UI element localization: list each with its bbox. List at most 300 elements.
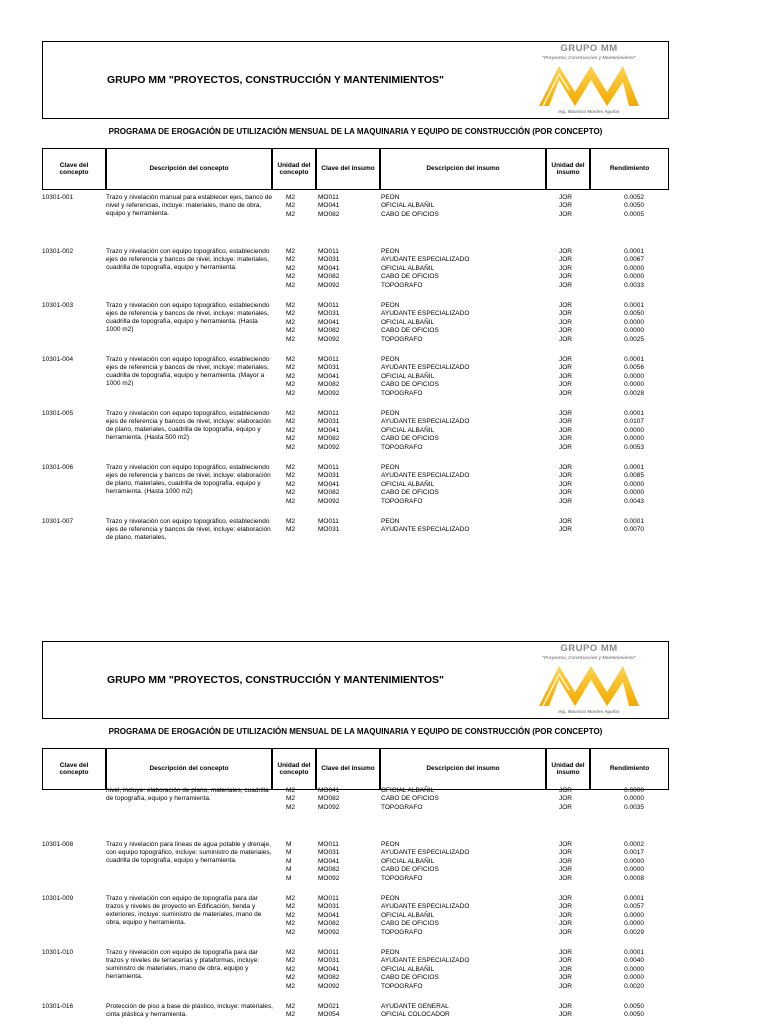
row-insumo-unit: JOR <box>559 418 572 426</box>
row-insumo-desc: TOPOGRAFO <box>381 982 423 990</box>
table-row <box>0 464 768 472</box>
row-insumo-unit: JOR <box>559 264 572 272</box>
concept-code: 10301-006 <box>42 464 74 471</box>
table-row <box>0 795 768 803</box>
program-title: PROGRAMA DE EROGACIÓN DE UTILIZACIÓN MENSUAL DE LA MAQUINARIA Y EQUIPO DE CONSTRUCCIÓN (POR CONCEPTO) <box>108 127 603 136</box>
row-unit: M2 <box>286 356 296 363</box>
row-rendimiento: 0.0000 <box>624 426 644 434</box>
row-insumo-unit: JOR <box>559 974 572 982</box>
row-insumo-desc: TOPOGRAFO <box>381 281 423 289</box>
concept-block <box>0 841 768 883</box>
row-unit: M2 <box>286 281 296 289</box>
company-name: GRUPO MM "PROYECTOS, CONSTRUCCIÓN Y MANTENIMIENTOS" <box>106 674 445 686</box>
row-unit: M2 <box>286 895 296 902</box>
row-insumo-desc: OFICIAL ALBAÑIL <box>381 787 435 794</box>
row-insumo-key: MO082 <box>318 273 340 281</box>
table-row <box>0 282 768 290</box>
concept-block <box>0 302 768 344</box>
company-logo <box>511 43 667 118</box>
row-rendimiento: 0.0005 <box>624 210 644 218</box>
table-row <box>0 444 768 452</box>
concept-block <box>0 194 768 219</box>
row-insumo-desc: CABO DE OFICIOS <box>381 435 439 443</box>
table-row <box>0 841 768 849</box>
row-unit: M2 <box>286 957 296 965</box>
table-row <box>0 327 768 335</box>
page-header <box>42 41 669 119</box>
row-insumo-desc: PEON <box>381 518 400 525</box>
row-insumo-desc: CABO DE OFICIOS <box>381 866 439 874</box>
row-rendimiento: 0.0001 <box>624 302 644 309</box>
company-name: GRUPO MM "PROYECTOS, CONSTRUCCIÓN Y MANTENIMIENTOS" <box>106 74 445 86</box>
row-insumo-desc: AYUDANTE GENERAL <box>381 1003 449 1010</box>
row-insumo-desc: PEON <box>381 895 400 902</box>
col-clave-insumo: Clave del insumo <box>316 148 380 190</box>
row-insumo-key: MO011 <box>318 302 339 309</box>
row-rendimiento: 0.0056 <box>624 364 644 372</box>
table-row <box>0 903 768 911</box>
row-unit: M2 <box>286 1011 296 1019</box>
logo-mark-icon <box>539 62 639 108</box>
row-insumo-key: MO021 <box>318 1003 340 1010</box>
concept-code: 10301-004 <box>42 356 74 363</box>
row-insumo-key: MO031 <box>318 472 340 480</box>
row-rendimiento: 0.0000 <box>624 435 644 443</box>
table-row <box>0 957 768 965</box>
row-rendimiento: 0.0000 <box>624 920 644 928</box>
col-rendimiento: Rendimiento <box>590 748 669 790</box>
row-insumo-desc: AYUDANTE ESPECIALIZADO <box>381 903 470 911</box>
row-rendimiento: 0.0050 <box>624 310 644 318</box>
row-insumo-desc: AYUDANTE ESPECIALIZADO <box>381 472 470 480</box>
table-row <box>0 381 768 389</box>
table-row <box>0 983 768 991</box>
row-insumo-unit: JOR <box>559 949 572 956</box>
col-descripcion-insumo: Descripción del insumo <box>380 148 546 190</box>
row-unit: M2 <box>286 318 296 326</box>
table-row <box>0 248 768 256</box>
row-insumo-unit: JOR <box>559 273 572 281</box>
row-unit: M2 <box>286 803 296 811</box>
row-unit: M2 <box>286 364 296 372</box>
row-unit: M2 <box>286 949 296 956</box>
row-insumo-unit: JOR <box>559 426 572 434</box>
table-row <box>0 202 768 210</box>
concept-description: Trazo y nivelación con equipo topográfico, estableciendo ejes de referencia y bancos de nivel, incluye: materiales, cuadrilla de topografía, equipo y herramienta. (Hasta 1000 m2) <box>106 302 270 333</box>
table-row <box>0 526 768 534</box>
row-insumo-key: MO031 <box>318 903 340 911</box>
row-insumo-unit: JOR <box>559 194 572 201</box>
row-insumo-unit: JOR <box>559 202 572 210</box>
table-row <box>0 895 768 903</box>
table-row <box>0 481 768 489</box>
row-unit: M2 <box>286 264 296 272</box>
row-insumo-key: MO041 <box>318 965 340 973</box>
row-insumo-desc: OFICIAL ALBAÑIL <box>381 911 435 919</box>
logo-mark-icon <box>539 662 639 708</box>
row-rendimiento: 0.0002 <box>624 841 644 848</box>
row-unit: M <box>286 866 292 874</box>
row-unit: M2 <box>286 194 296 201</box>
row-insumo-key: MO092 <box>318 335 340 343</box>
row-rendimiento: 0.0000 <box>624 489 644 497</box>
row-insumo-key: MO041 <box>318 911 340 919</box>
concept-description: Trazo y nivelación con equipo topográfico, estableciendo ejes de referencia y bancos de nivel, incluye: elaboración de plano, materiales, cuadrilla de topografía, equipo y herramienta. (Hasta 500 m2) <box>106 410 271 441</box>
table-row <box>0 849 768 857</box>
row-insumo-key: MO082 <box>318 210 340 218</box>
row-insumo-desc: CABO DE OFICIOS <box>381 920 439 928</box>
row-unit: M2 <box>286 903 296 911</box>
row-insumo-unit: JOR <box>559 911 572 919</box>
row-insumo-desc: OFICIAL ALBAÑIL <box>381 965 435 973</box>
row-insumo-key: MO041 <box>318 857 340 865</box>
row-insumo-key: MO041 <box>318 202 340 210</box>
row-rendimiento: 0.0000 <box>624 911 644 919</box>
col-descripcion-concepto: Descripción del concepto <box>106 148 272 190</box>
row-unit: M2 <box>286 273 296 281</box>
row-insumo-unit: JOR <box>559 903 572 911</box>
row-insumo-unit: JOR <box>559 965 572 973</box>
row-insumo-key: MO041 <box>318 480 340 488</box>
row-rendimiento: 0.0001 <box>624 248 644 255</box>
row-insumo-key: MO031 <box>318 957 340 965</box>
row-insumo-unit: JOR <box>559 281 572 289</box>
row-rendimiento: 0.0020 <box>624 982 644 990</box>
row-insumo-desc: CABO DE OFICIOS <box>381 210 439 218</box>
concept-block <box>0 410 768 452</box>
row-insumo-key: MO011 <box>318 194 339 201</box>
row-rendimiento: 0.0025 <box>624 335 644 343</box>
logo-subtitle: "Proyectos, Construcción y Mantenimiento" <box>541 55 637 60</box>
row-unit: M2 <box>286 982 296 990</box>
table-row <box>0 1011 768 1019</box>
row-insumo-unit: JOR <box>559 389 572 397</box>
row-rendimiento: 0.0001 <box>624 949 644 956</box>
row-insumo-unit: JOR <box>559 318 572 326</box>
row-insumo-desc: OFICIAL ALBAÑIL <box>381 857 435 865</box>
table-row <box>0 787 768 795</box>
row-rendimiento: 0.0000 <box>624 974 644 982</box>
row-unit: M2 <box>286 202 296 210</box>
row-insumo-key: MO092 <box>318 982 340 990</box>
row-insumo-key: MO031 <box>318 364 340 372</box>
row-insumo-key: MO092 <box>318 443 340 451</box>
row-insumo-key: MO041 <box>318 318 340 326</box>
row-rendimiento: 0.0000 <box>624 273 644 281</box>
concept-code: 10301-002 <box>42 248 74 255</box>
table-row <box>0 912 768 920</box>
row-insumo-key: MO092 <box>318 497 340 505</box>
row-insumo-unit: JOR <box>559 957 572 965</box>
table-row <box>0 427 768 435</box>
row-rendimiento: 0.0107 <box>624 418 644 426</box>
row-rendimiento: 0.0008 <box>624 874 644 882</box>
row-insumo-unit: JOR <box>559 497 572 505</box>
row-unit: M2 <box>286 435 296 443</box>
row-rendimiento: 0.0050 <box>624 202 644 210</box>
table-row <box>0 302 768 310</box>
logo-title: GRUPO MM <box>560 43 618 54</box>
row-unit: M2 <box>286 920 296 928</box>
table-row <box>0 256 768 264</box>
table-row <box>0 410 768 418</box>
row-unit: M2 <box>286 256 296 264</box>
table-row <box>0 866 768 874</box>
concept-block <box>0 787 768 812</box>
concept-description: Trazo y nivelación con equipo de topografía para dar trazos y niveles de proyecto en Edificación, tienda y exteriores, incluye: suministro de materiales, mano de obra, equipo y herramienta. <box>106 895 262 926</box>
row-insumo-unit: JOR <box>559 1011 572 1019</box>
row-insumo-unit: JOR <box>559 928 572 936</box>
row-insumo-unit: JOR <box>559 327 572 335</box>
concept-code: 10301-008 <box>42 841 74 848</box>
row-insumo-unit: JOR <box>559 526 572 534</box>
table-row <box>0 929 768 937</box>
concept-description: Trazo y nivelación para líneas de agua potable y drenaje, con equipo topográfico, incluye: suministro de materiales, cuadrilla de topografía, equipo y herramienta. <box>106 841 272 864</box>
row-unit: M2 <box>286 518 296 525</box>
row-unit: M2 <box>286 410 296 417</box>
logo-subtitle: "Proyectos, Construcción y Mantenimiento" <box>541 655 637 660</box>
row-insumo-key: MO082 <box>318 327 340 335</box>
row-insumo-key: MO031 <box>318 310 340 318</box>
row-rendimiento: 0.0053 <box>624 443 644 451</box>
col-unidad-concepto: Unidad del concepto <box>272 148 316 190</box>
row-rendimiento: 0.0017 <box>624 849 644 857</box>
concept-block <box>0 464 768 506</box>
logo-title: GRUPO MM <box>560 643 618 654</box>
row-rendimiento: 0.0057 <box>624 903 644 911</box>
row-rendimiento: 0.0000 <box>624 965 644 973</box>
row-insumo-desc: CABO DE OFICIOS <box>381 273 439 281</box>
table-row <box>0 390 768 398</box>
row-insumo-key: MO031 <box>318 849 340 857</box>
row-unit: M2 <box>286 335 296 343</box>
row-unit: M2 <box>286 472 296 480</box>
row-insumo-unit: JOR <box>559 803 572 811</box>
row-insumo-unit: JOR <box>559 210 572 218</box>
row-insumo-desc: PEON <box>381 248 400 255</box>
row-unit: M2 <box>286 480 296 488</box>
concept-description: Trazo y nivelación con equipo topográfico, estableciendo ejes de referencia y bancos de nivel, incluye: elaboración de plano, materiales, <box>106 518 271 541</box>
row-insumo-key: MO082 <box>318 795 340 803</box>
table-row <box>0 949 768 957</box>
row-unit: M2 <box>286 418 296 426</box>
row-unit: M2 <box>286 210 296 218</box>
row-insumo-key: MO082 <box>318 489 340 497</box>
row-unit: M2 <box>286 974 296 982</box>
concept-description: Trazo y nivelación con equipo topográfico, estableciendo ejes de referencia y bancos de nivel, incluye: elaboración de plano, materiales, cuadrilla de topografía, equipo y herramienta. (Hasta 1000 m2) <box>106 464 271 495</box>
row-insumo-key: MO041 <box>318 264 340 272</box>
logo-engineer: Ing. Mauricio Montes Aguilar <box>558 109 620 114</box>
row-rendimiento: 0.0000 <box>624 480 644 488</box>
row-unit: M <box>286 857 292 865</box>
concept-code: 10301-009 <box>42 895 74 902</box>
row-insumo-desc: TOPOGRAFO <box>381 928 423 936</box>
row-insumo-unit: JOR <box>559 310 572 318</box>
table-row <box>0 319 768 327</box>
row-insumo-desc: OFICIAL COLOCADOR <box>381 1011 450 1019</box>
row-insumo-key: MO011 <box>318 895 339 902</box>
table-row <box>0 966 768 974</box>
row-unit: M2 <box>286 372 296 380</box>
row-insumo-desc: PEON <box>381 949 400 956</box>
row-insumo-key: MO031 <box>318 256 340 264</box>
col-clave-concepto: Clave del concepto <box>42 148 106 190</box>
row-insumo-unit: JOR <box>559 443 572 451</box>
row-insumo-desc: PEON <box>381 194 400 201</box>
row-insumo-desc: CABO DE OFICIOS <box>381 381 439 389</box>
row-insumo-key: MO041 <box>318 372 340 380</box>
table-row <box>0 336 768 344</box>
row-insumo-key: MO092 <box>318 389 340 397</box>
row-unit: M2 <box>286 497 296 505</box>
concept-code: 10301-010 <box>42 949 74 956</box>
col-rendimiento: Rendimiento <box>590 148 669 190</box>
row-rendimiento: 0.0085 <box>624 472 644 480</box>
row-unit: M2 <box>286 911 296 919</box>
row-insumo-key: MO011 <box>318 248 339 255</box>
row-insumo-desc: AYUDANTE ESPECIALIZADO <box>381 364 470 372</box>
row-insumo-desc: CABO DE OFICIOS <box>381 974 439 982</box>
row-insumo-unit: JOR <box>559 518 572 525</box>
row-unit: M2 <box>286 464 296 471</box>
row-unit: M2 <box>286 310 296 318</box>
row-insumo-unit: JOR <box>559 982 572 990</box>
row-insumo-unit: JOR <box>559 381 572 389</box>
table-row <box>0 310 768 318</box>
row-insumo-key: MO031 <box>318 418 340 426</box>
table-row <box>0 435 768 443</box>
row-unit: M <box>286 849 292 857</box>
row-unit: M2 <box>286 965 296 973</box>
table-row <box>0 211 768 219</box>
row-insumo-unit: JOR <box>559 1003 572 1010</box>
row-insumo-key: MO011 <box>318 949 339 956</box>
row-insumo-desc: TOPOGRAFO <box>381 874 423 882</box>
table-row <box>0 858 768 866</box>
table-row <box>0 875 768 883</box>
row-insumo-desc: OFICIAL ALBAÑIL <box>381 202 435 210</box>
row-insumo-desc: AYUDANTE ESPECIALIZADO <box>381 310 470 318</box>
row-insumo-unit: JOR <box>559 464 572 471</box>
concept-description: Trazo y nivelación con equipo topográfico, estableciendo ejes de referencia y bancos de nivel, incluye: materiales, cuadrilla de topografía, equipo y herramienta. <box>106 248 270 271</box>
row-insumo-key: MO082 <box>318 435 340 443</box>
row-insumo-desc: OFICIAL ALBAÑIL <box>381 426 435 434</box>
row-rendimiento: 0.0029 <box>624 928 644 936</box>
row-insumo-unit: JOR <box>559 787 572 794</box>
table-row <box>0 194 768 202</box>
row-unit: M2 <box>286 1003 296 1010</box>
concept-description: nivel, incluye: elaboración de plano, materiales, cuadrilla de topografía, equipo y herramienta. <box>106 787 269 802</box>
row-insumo-unit: JOR <box>559 795 572 803</box>
row-insumo-unit: JOR <box>559 256 572 264</box>
col-descripcion-insumo: Descripción del insumo <box>380 748 546 790</box>
table-row <box>0 518 768 526</box>
row-insumo-key: MO011 <box>318 518 339 525</box>
concept-description: Protección de piso a base de plástico, incluye: materiales, cinta plástica y herramienta. <box>106 1003 273 1018</box>
table-row <box>0 364 768 372</box>
row-insumo-desc: CABO DE OFICIOS <box>381 489 439 497</box>
row-insumo-key: MO082 <box>318 381 340 389</box>
row-insumo-key: MO082 <box>318 920 340 928</box>
col-unidad-concepto: Unidad del concepto <box>272 748 316 790</box>
row-insumo-unit: JOR <box>559 435 572 443</box>
row-rendimiento: 0.0028 <box>624 389 644 397</box>
row-insumo-key: MO092 <box>318 281 340 289</box>
row-rendimiento: 0.0035 <box>624 803 644 811</box>
row-insumo-unit: JOR <box>559 302 572 309</box>
row-insumo-key: MO041 <box>318 426 340 434</box>
row-insumo-desc: AYUDANTE ESPECIALIZADO <box>381 526 470 534</box>
table-row <box>0 418 768 426</box>
row-insumo-desc: PEON <box>381 841 400 848</box>
row-rendimiento: 0.0000 <box>624 372 644 380</box>
concept-code: 10301-016 <box>42 1003 74 1010</box>
row-rendimiento: 0.0001 <box>624 464 644 471</box>
row-rendimiento: 0.0000 <box>624 318 644 326</box>
row-unit: M <box>286 874 292 882</box>
row-insumo-unit: JOR <box>559 472 572 480</box>
row-insumo-unit: JOR <box>559 335 572 343</box>
row-rendimiento: 0.0052 <box>624 194 644 201</box>
concept-description: Trazo y nivelación con equipo topográfico, estableciendo ejes de referencia y bancos de nivel, incluye: materiales, cuadrilla de topografía, equipo y herramienta. (Mayor a 1000 m2) <box>106 356 270 387</box>
row-unit: M2 <box>286 526 296 534</box>
concept-code: 10301-007 <box>42 518 74 525</box>
row-insumo-key: MO082 <box>318 866 340 874</box>
row-rendimiento: 0.0000 <box>624 857 644 865</box>
row-insumo-key: MO092 <box>318 803 340 811</box>
table-row <box>0 373 768 381</box>
row-insumo-desc: AYUDANTE ESPECIALIZADO <box>381 418 470 426</box>
concept-block <box>0 1003 768 1020</box>
row-rendimiento: 0.0050 <box>624 1003 644 1010</box>
concept-code: 10301-003 <box>42 302 74 309</box>
col-clave-concepto: Clave del concepto <box>42 748 106 790</box>
col-unidad-insumo: Unidad del insumo <box>546 148 590 190</box>
concept-description: Trazo y nivelación con equipo de topografía para dar trazos y niveles de terracerías y plataformas, incluye: suministro de materiales, mano de obra, equipo y herramienta. <box>106 949 260 980</box>
row-insumo-desc: PEON <box>381 464 400 471</box>
row-rendimiento: 0.0033 <box>624 281 644 289</box>
table-row <box>0 974 768 982</box>
row-insumo-unit: JOR <box>559 857 572 865</box>
row-insumo-desc: TOPOGRAFO <box>381 803 423 811</box>
row-insumo-unit: JOR <box>559 410 572 417</box>
row-rendimiento: 0.0000 <box>624 787 644 794</box>
row-unit: M2 <box>286 389 296 397</box>
concept-block <box>0 356 768 398</box>
row-insumo-key: MO092 <box>318 928 340 936</box>
row-insumo-unit: JOR <box>559 841 572 848</box>
row-insumo-desc: TOPOGRAFO <box>381 389 423 397</box>
row-insumo-unit: JOR <box>559 895 572 902</box>
row-unit: M2 <box>286 302 296 309</box>
row-unit: M <box>286 841 292 848</box>
row-unit: M2 <box>286 795 296 803</box>
table-row <box>0 498 768 506</box>
row-insumo-unit: JOR <box>559 364 572 372</box>
row-insumo-unit: JOR <box>559 849 572 857</box>
table-row <box>0 489 768 497</box>
row-insumo-desc: OFICIAL ALBAÑIL <box>381 318 435 326</box>
row-unit: M2 <box>286 426 296 434</box>
row-rendimiento: 0.0070 <box>624 526 644 534</box>
table-row <box>0 273 768 281</box>
row-insumo-unit: JOR <box>559 480 572 488</box>
row-insumo-desc: AYUDANTE ESPECIALIZADO <box>381 256 470 264</box>
row-insumo-key: MO092 <box>318 874 340 882</box>
table-row <box>0 804 768 812</box>
row-insumo-desc: TOPOGRAFO <box>381 335 423 343</box>
program-title: PROGRAMA DE EROGACIÓN DE UTILIZACIÓN MENSUAL DE LA MAQUINARIA Y EQUIPO DE CONSTRUCCIÓN (POR CONCEPTO) <box>108 727 603 736</box>
